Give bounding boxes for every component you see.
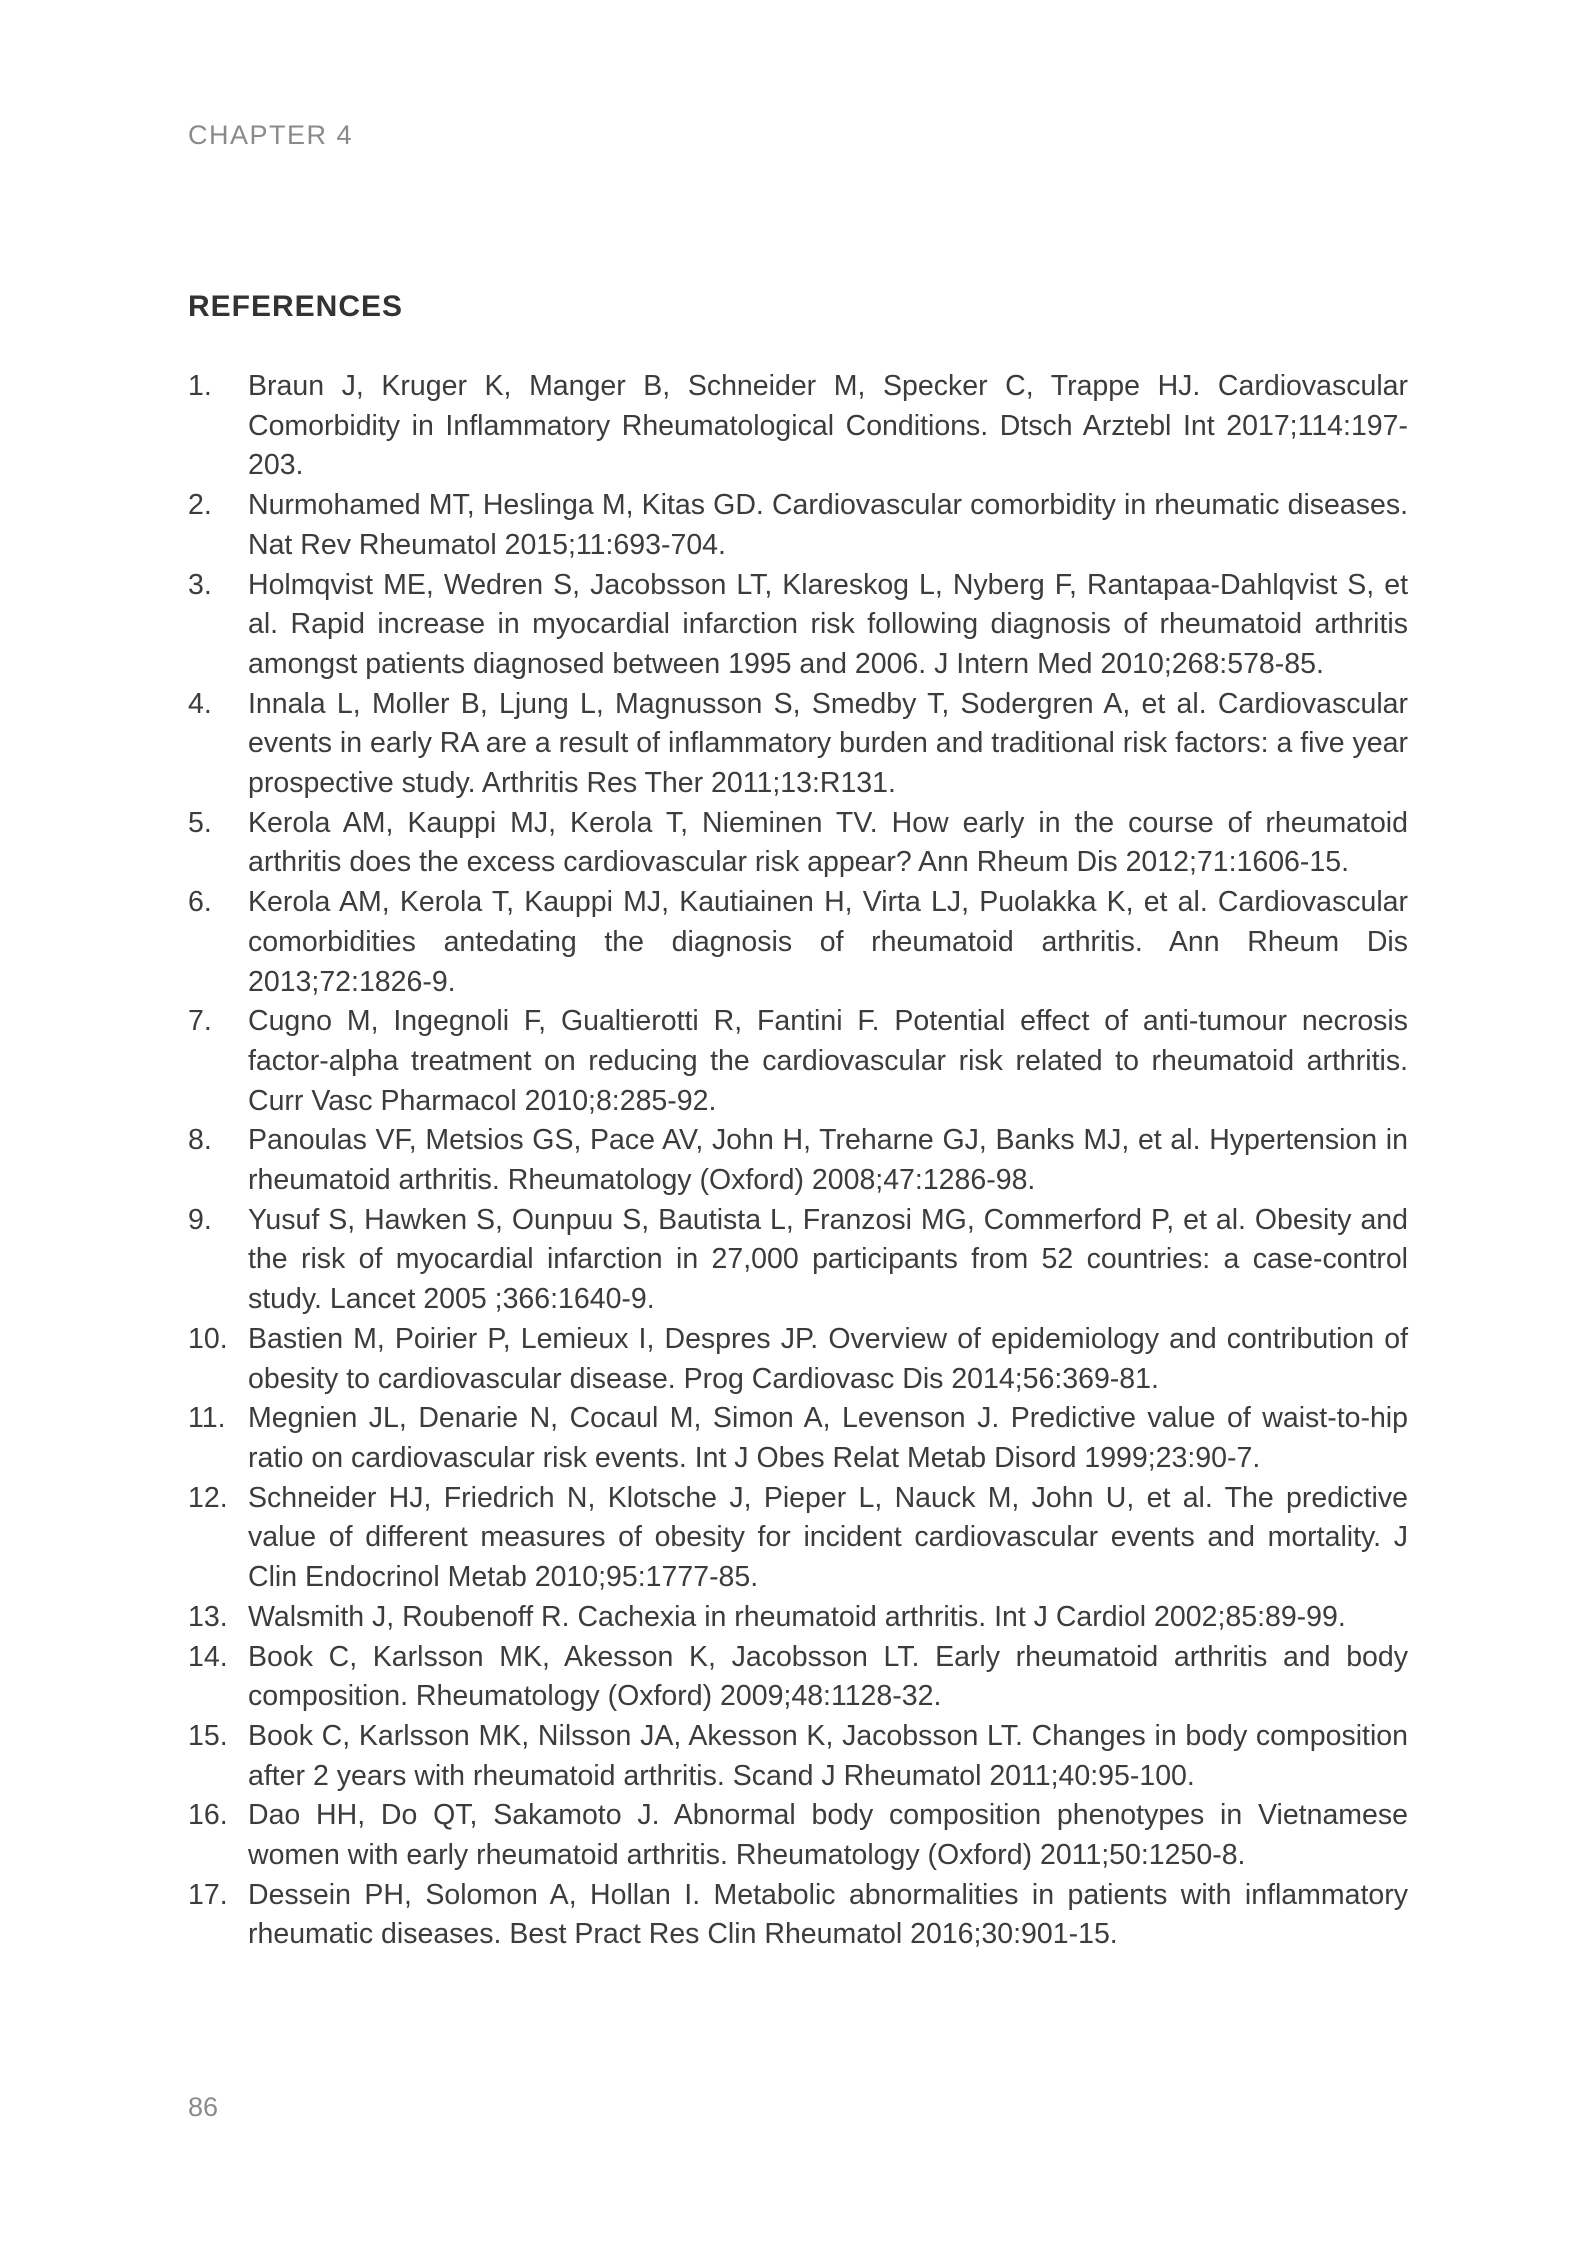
reference-number: 12. [188,1481,228,1514]
reference-item [188,1201,1408,1320]
reference-number: 2. [188,489,212,522]
reference-number: 7. [188,1005,212,1038]
reference-number: 8. [188,1124,212,1157]
section-heading: REFERENCES [188,290,404,323]
reference-number: 6. [188,886,212,919]
reference-item [188,1399,1408,1478]
reference-item [188,486,1408,565]
reference-text: Bastien M, Poirier P, Lemieux I, Despres JP. Overview of epidemiology and contribution of obesity to cardiovascular disease. Prog Cardiovasc Dis 2014;56:369-81. [248,1322,1408,1395]
reference-item [188,1598,1408,1638]
reference-text: Walsmith J, Roubenoff R. Cachexia in rheumatoid arthritis. Int J Cardiol 2002;85:89-99. [248,1600,1346,1633]
reference-number: 17. [188,1878,228,1911]
reference-number: 10. [188,1322,228,1355]
reference-text: Panoulas VF, Metsios GS, Pace AV, John H, Treharne GJ, Banks MJ, et al. Hypertension in rheumatoid arthritis. Rheumatology (Oxford) 2008;47:1286-98. [248,1124,1408,1197]
reference-item [188,1320,1408,1399]
reference-text: Cugno M, Ingegnoli F, Gualtierotti R, Fantini F. Potential effect of anti-tumour necrosis factor-alpha treatment on reducing the cardiovascular risk related to rheumatoid arthritis. Curr Vasc Pharmacol 2010;8:285-92. [248,1005,1408,1117]
reference-item [188,1638,1408,1717]
reference-text: Yusuf S, Hawken S, Ounpuu S, Bautista L, Franzosi MG, Commerford P, et al. Obesity and the risk of myocardial infarction in 27,000 participants from 52 countries: a case-control study. Lancet 2005 ;366:1640-9. [248,1203,1408,1316]
reference-text: Kerola AM, Kauppi MJ, Kerola T, Nieminen TV. How early in the course of rheumatoid arthritis does the excess cardiovascular risk appear? Ann Rheum Dis 2012;71:1606-15. [248,806,1408,879]
reference-list [188,367,1408,1955]
reference-item [188,1796,1408,1875]
reference-text: Holmqvist ME, Wedren S, Jacobsson LT, Klareskog L, Nyberg F, Rantapaa-Dahlqvist S, et al. Rapid increase in myocardial infarction risk following diagnosis of rheumatoid arthritis amongst patients diagnosed between 1995 and 2006. J Intern Med 2010;268:578-85. [248,568,1408,680]
reference-number: 5. [188,806,212,839]
reference-text: Book C, Karlsson MK, Nilsson JA, Akesson K, Jacobsson LT. Changes in body composition after 2 years with rheumatoid arthritis. Scand J Rheumatol 2011;40:95-100. [248,1719,1408,1792]
reference-text: Kerola AM, Kerola T, Kauppi MJ, Kautiainen H, Virta LJ, Puolakka K, et al. Cardiovascular comorbidities antedating the diagnosis of rheumatoid arthritis. Ann Rheum Dis 2013;72:1826-9. [248,886,1408,998]
reference-number: 16. [188,1799,228,1832]
reference-item [188,1876,1408,1955]
reference-number: 15. [188,1719,228,1752]
reference-text: Megnien JL, Denarie N, Cocaul M, Simon A, Levenson J. Predictive value of waist-to-hip ratio on cardiovascular risk events. Int J Obes Relat Metab Disord 1999;23:90-7. [248,1402,1408,1474]
reference-number: 11. [188,1402,226,1435]
reference-text: Book C, Karlsson MK, Akesson K, Jacobsson LT. Early rheumatoid arthritis and body composition. Rheumatology (Oxford) 2009;48:1128-32. [248,1640,1408,1713]
reference-item [188,1121,1408,1200]
reference-number: 13. [188,1600,228,1633]
reference-number: 14. [188,1640,228,1673]
reference-text: Innala L, Moller B, Ljung L, Magnusson S, Smedby T, Sodergren A, et al. Cardiovascular events in early RA are a result of inflammatory burden and traditional risk factors: a five year prospective study. Arthritis Res Ther 2011;13:R131. [248,687,1408,800]
reference-number: 4. [188,687,212,720]
reference-item [188,1002,1408,1121]
reference-number: 9. [188,1203,212,1236]
reference-item [188,685,1408,804]
reference-text: Schneider HJ, Friedrich N, Klotsche J, Pieper L, Nauck M, John U, et al. The predictive value of different measures of obesity for incident cardiovascular events and mortality. J Clin Endocrinol Metab 2010;95:1777-85. [248,1481,1408,1594]
reference-number: 3. [188,568,212,601]
reference-item [188,883,1408,1002]
page-number: 86 [188,2092,219,2122]
reference-text: Dessein PH, Solomon A, Hollan I. Metabolic abnormalities in patients with inflammatory rheumatic diseases. Best Pract Res Clin Rheumatol 2016;30:901-15. [248,1878,1408,1951]
reference-item [188,1479,1408,1598]
reference-item [188,367,1408,486]
reference-text: Braun J, Kruger K, Manger B, Schneider M, Specker C, Trappe HJ. Cardiovascular Comorbidity in Inflammatory Rheumatological Conditions. Dtsch Arztebl Int 2017;114:197-203. [248,370,1408,482]
reference-text: Dao HH, Do QT, Sakamoto J. Abnormal body composition phenotypes in Vietnamese women with early rheumatoid arthritis. Rheumatology (Oxford) 2011;50:1250-8. [248,1799,1408,1872]
running-header: CHAPTER 4 [188,120,354,150]
reference-item [188,804,1408,883]
reference-item [188,566,1408,685]
reference-number: 1. [188,370,212,402]
reference-item [188,1717,1408,1796]
reference-text: Nurmohamed MT, Heslinga M, Kitas GD. Cardiovascular comorbidity in rheumatic diseases. Nat Rev Rheumatol 2015;11:693-704. [248,489,1408,561]
